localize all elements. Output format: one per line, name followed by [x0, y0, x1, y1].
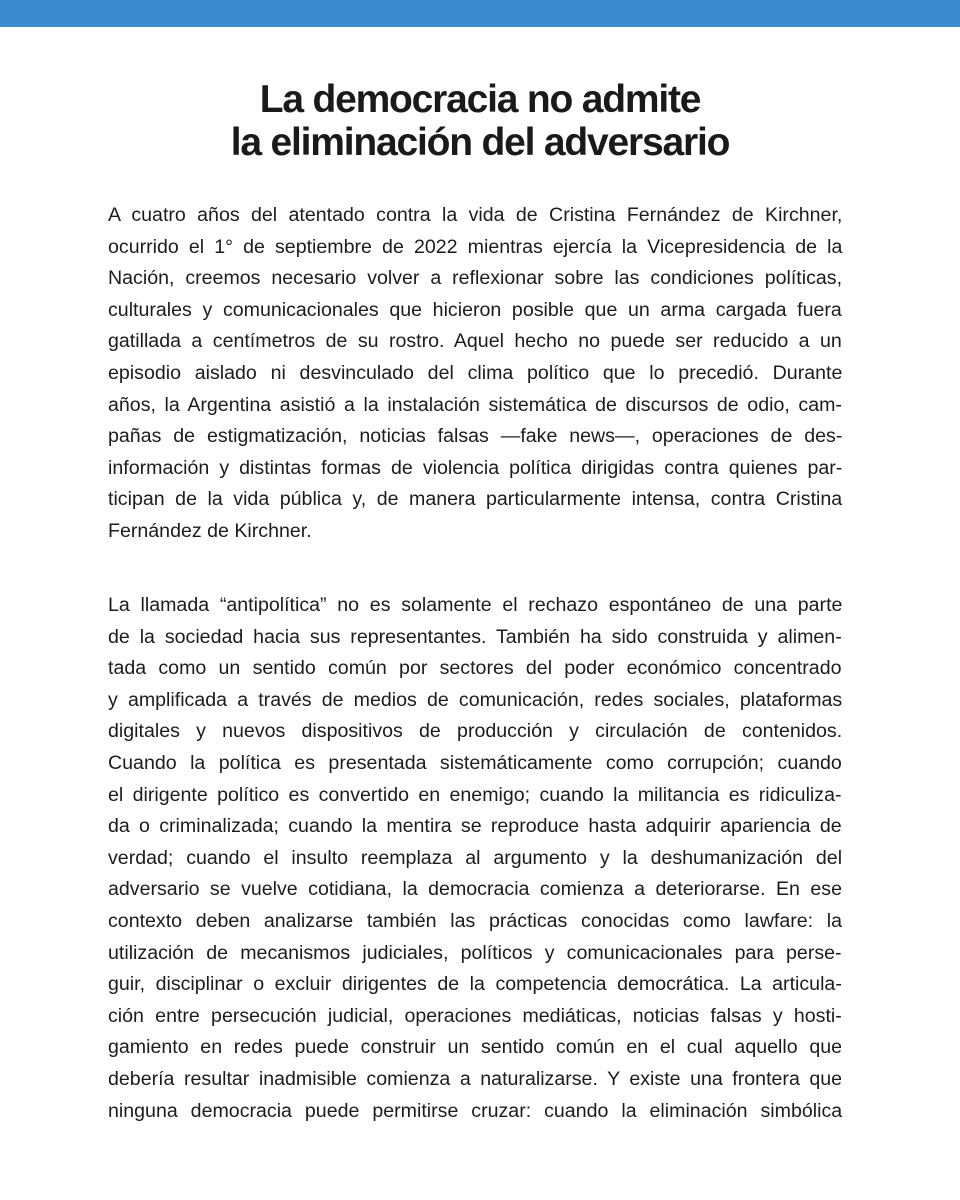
- paragraph-line: ción entre persecución judicial, operaciones mediáticas, noticias falsas y hosti-: [108, 1004, 842, 1027]
- paragraph-line: debería resultar inadmisible comienza a naturalizarse. Y existe una frontera que: [108, 1067, 843, 1090]
- paragraph-line: ninguna democracia puede permitirse cruzar: cuando la eliminación simbólica: [108, 1099, 843, 1122]
- paragraph-line: años, la Argentina asistió a la instalación sistemática de discursos de odio, cam-: [108, 393, 842, 416]
- paragraph-line: gamiento en redes puede construir un sentido común en el cual aquello que: [108, 1036, 843, 1059]
- paragraph-1: [108, 200, 842, 548]
- paragraph-line: adversario se vuelve cotidiana, la democracia comienza a deteriorarse. En ese: [108, 878, 842, 901]
- top-color-bar: [0, 0, 960, 27]
- paragraph-line: ocurrido el 1° de septiembre de 2022 mientras ejercía la Vicepresidencia de la: [108, 235, 843, 258]
- paragraph-line: Nación, creemos necesario volver a reflexionar sobre las condiciones políticas,: [108, 267, 843, 290]
- paragraph-line: da o criminalizada; cuando la mentira se reproduce hasta adquirir apariencia de: [108, 815, 842, 838]
- paragraph-2: [108, 590, 842, 1127]
- paragraph-line: episodio aislado ni desvinculado del clima político que lo precedió. Durante: [108, 361, 843, 384]
- paragraph-line: utilización de mecanismos judiciales, políticos y comunicacionales para perse-: [108, 941, 842, 964]
- title-line-1: La democracia no admite: [259, 78, 701, 121]
- paragraph-line: digitales y nuevos dispositivos de producción y circulación de contenidos.: [108, 720, 843, 743]
- paragraph-line: verdad; cuando el insulto reemplaza al argumento y la deshumanización del: [108, 846, 843, 869]
- paragraph-line: Cuando la política es presentada sistemáticamente como corrupción; cuando: [108, 751, 842, 774]
- paragraph-line: La llamada “antipolítica” no es solamente el rechazo espontáneo de una parte: [108, 594, 843, 616]
- paragraph-line: culturales y comunicacionales que hicieron posible que un arma cargada fuera: [108, 298, 842, 321]
- paragraph-line: A cuatro años del atentado contra la vida de Cristina Fernández de Kirchner,: [108, 204, 843, 226]
- paragraph-line: ticipan de la vida pública y, de manera particularmente intensa, contra Cristina: [108, 488, 843, 511]
- paragraph-line: contexto deben analizarse también las prácticas conocidas como lawfare: la: [108, 909, 843, 932]
- paragraph-line: de la sociedad hacia sus representantes. También ha sido construida y alimen-: [108, 625, 842, 648]
- paragraph-line: pañas de estigmatización, noticias falsas —fake news—, operaciones de des-: [108, 425, 843, 448]
- paragraph-line: guir, disciplinar o excluir dirigentes de la competencia democrática. La articula-: [108, 973, 842, 996]
- paragraph-line: información y distintas formas de violencia política dirigidas contra quienes par-: [108, 456, 843, 479]
- paragraph-line: gatillada a centímetros de su rostro. Aquel hecho no puede ser reducido a un: [108, 330, 842, 353]
- paragraph-line: y amplificada a través de medios de comunicación, redes sociales, plataformas: [108, 688, 843, 711]
- title-line-2: la eliminación del adversario: [230, 121, 730, 164]
- paragraph-line: el dirigente político es convertido en enemigo; cuando la militancia es ridiculiza-: [108, 783, 842, 806]
- paragraph-line: Fernández de Kirchner.: [108, 519, 312, 542]
- page-title: [0, 78, 960, 164]
- paragraph-line: tada como un sentido común por sectores del poder económico concentrado: [108, 657, 842, 680]
